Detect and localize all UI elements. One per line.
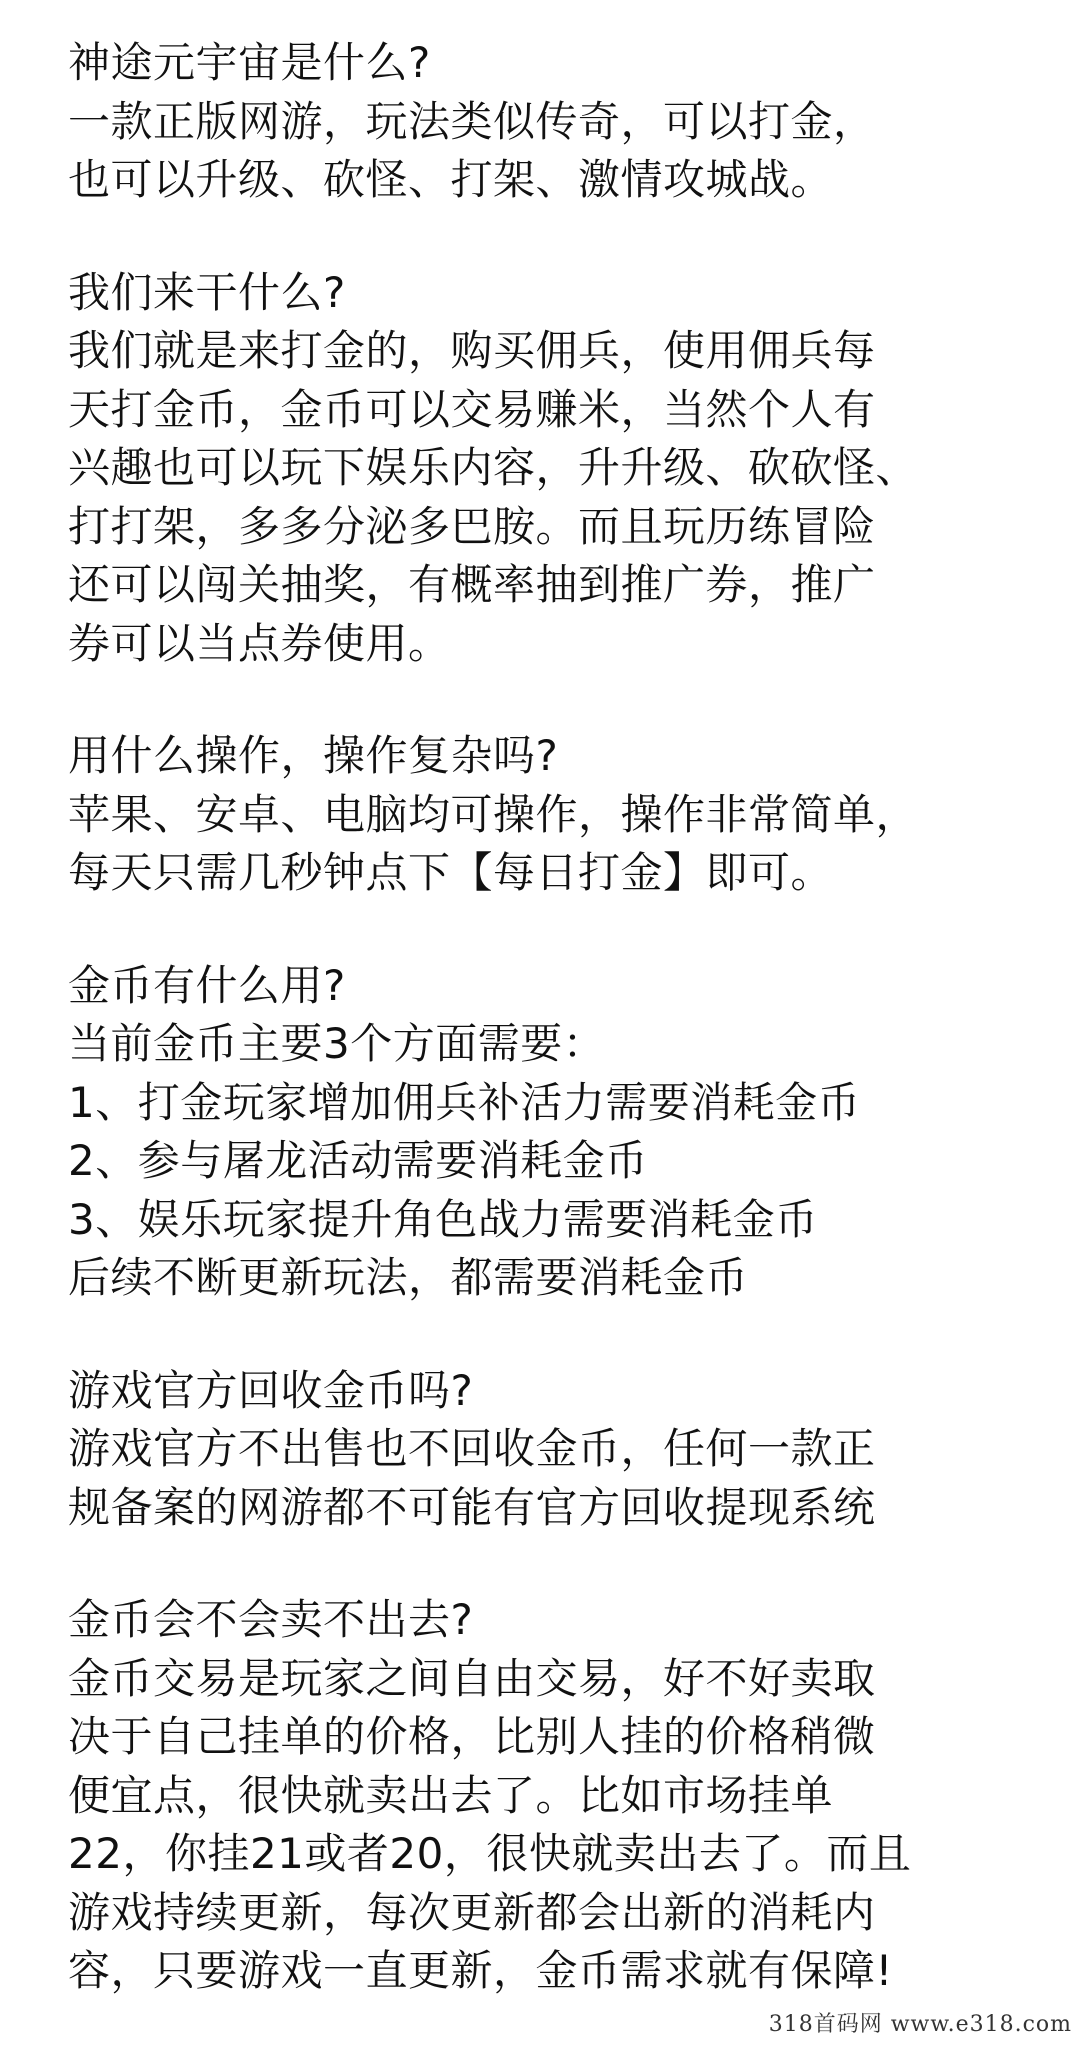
text-line: 22，你挂21或者20，很快就卖出去了。而且 (68, 1829, 912, 1878)
text-line: 天打金币，金币可以交易赚米，当然个人有 (68, 384, 876, 434)
faq-section-what-we-do (68, 264, 1068, 674)
text-line: 决于自己挂单的价格，比别人挂的价格稍微 (68, 1712, 876, 1761)
text-line: 也可以升级、砍怪、打架、激情攻城战。 (68, 155, 834, 204)
text-line: 我们就是来打金的，购买佣兵，使用佣兵每 (68, 326, 876, 375)
text-line: 游戏持续更新，每次更新都会出新的消耗内 (68, 1887, 876, 1937)
faq-section-official-buyback (68, 1362, 1068, 1538)
text-line: 还可以闯关抽奖，有概率抽到推广券，推广 (68, 560, 876, 609)
list-item: 1、打金玩家增加佣兵补活力需要消耗金币 (68, 1077, 861, 1127)
list-item: 2、参与屠龙活动需要消耗金币 (68, 1136, 648, 1185)
text-line: 规备案的网游都不可能有官方回收提现系统 (68, 1482, 876, 1532)
site-watermark: 318首码网 www.e318.com (768, 2012, 1072, 2037)
text-line: 金币交易是玩家之间自由交易，好不好卖取 (68, 1653, 876, 1703)
faq-section-what-is (68, 34, 1068, 210)
document-body (68, 34, 1068, 2055)
text-line: 容，只要游戏一直更新，金币需求就有保障! (68, 1946, 893, 1995)
section-title: 游戏官方回收金币吗? (68, 1365, 474, 1415)
section-title: 用什么操作，操作复杂吗? (68, 731, 559, 780)
text-line: 苹果、安卓、电脑均可操作，操作非常简单， (68, 789, 919, 839)
text-line: 便宜点，很快就卖出去了。比如市场挂单 (68, 1770, 834, 1820)
faq-section-can-sell (68, 1591, 1068, 2001)
text-line: 打打架，多多分泌多巴胺。而且玩历练冒险 (68, 501, 876, 551)
text-line: 每天只需几秒钟点下【每日打金】即可。 (68, 848, 834, 897)
faq-section-operation (68, 727, 1068, 903)
section-title: 神途元宇宙是什么? (68, 38, 431, 87)
list-item: 3、娱乐玩家提升角色战力需要消耗金币 (68, 1194, 818, 1244)
text-line: 兴趣也可以玩下娱乐内容，升升级、砍砍怪、 (68, 443, 919, 492)
section-title: 金币会不会卖不出去? (68, 1595, 474, 1644)
text-line: 后续不断更新玩法，都需要消耗金币 (68, 1253, 749, 1302)
text-line: 当前金币主要3个方面需要： (68, 1019, 606, 1068)
section-title: 我们来干什么? (68, 267, 346, 317)
text-line: 游戏官方不出售也不回收金币，任何一款正 (68, 1424, 876, 1473)
section-title: 金币有什么用? (68, 960, 346, 1010)
faq-section-gold-use (68, 957, 1068, 1308)
text-line: 一款正版网游，玩法类似传奇，可以打金， (68, 96, 876, 146)
text-line: 券可以当点券使用。 (68, 618, 451, 668)
